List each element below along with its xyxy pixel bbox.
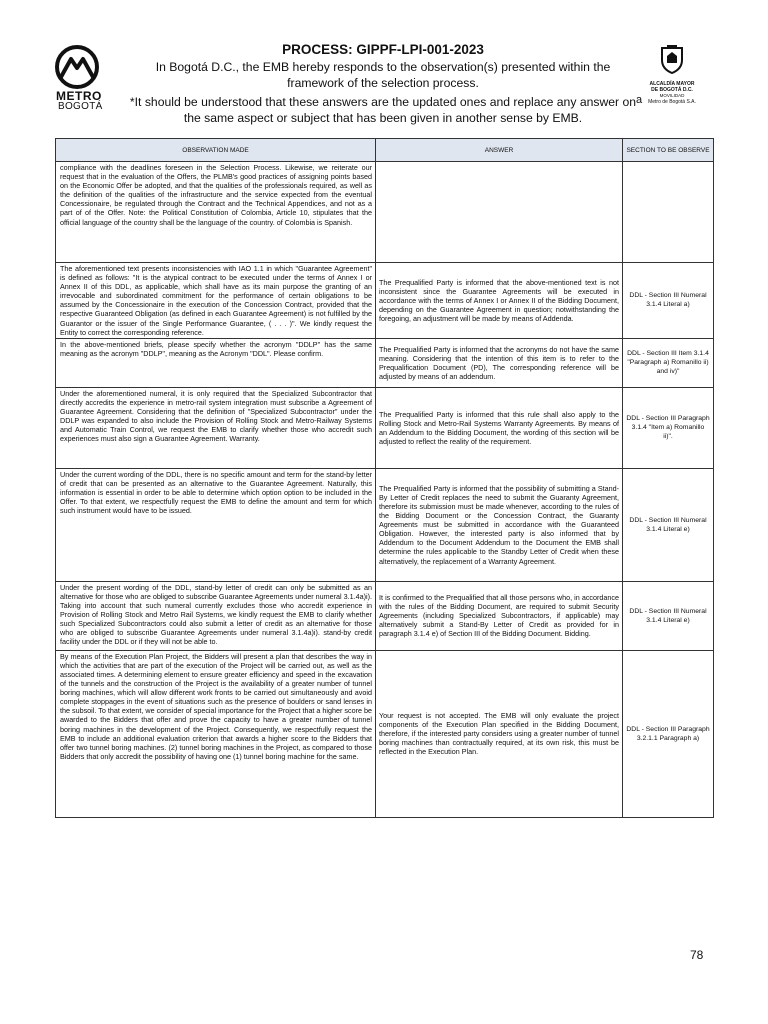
table-row xyxy=(56,387,714,468)
section-cell xyxy=(623,162,714,263)
alcaldia-text: ALCALDÍA MAYOR DE BOGOTÁ D.C. xyxy=(649,81,695,93)
metro-mountain-icon xyxy=(52,44,102,90)
header-observation: OBSERVATION MADE xyxy=(56,139,376,162)
section-cell: DDL - Section III Paragraph 3.1.4 "Item a) Romanillo ii)". xyxy=(623,387,714,468)
movilidad-text: MOVILIDAD xyxy=(659,93,685,98)
table-row xyxy=(56,162,714,263)
answer-cell: The Prequalified Party is informed that the possibility of submitting a Stand-By Letter of Credit replaces the need to submit the Guaranty Agreement, therefore its submission must be made whenever, according to the rules of the Bidding Document or the Concession Contract, the Guaranty Agreements must be submitted in accordance with the Guaranteed Obligation. However, the interested party is also informed that by Addendum to the Document Addendum to the Document the EMB shall determine the rules applicable to the Standby Letter of Credit when these alternatively, the replacement of a Warranty Agreement. xyxy=(376,468,623,581)
page-number: 78 xyxy=(690,948,704,962)
coat-of-arms-icon xyxy=(659,44,685,74)
header-answer: ANSWER xyxy=(376,139,623,162)
observations-table xyxy=(55,138,714,818)
answer-cell: Your request is not accepted. The EMB will only evaluate the project components of the Execution Plan specified in the Bidding Document, therefore, if the interested party considers using a greater number of tunnel boring machines than contractually required, at its own risk, this must be reflected in the Execution Plan. xyxy=(376,650,623,817)
observation-cell: Under the current wording of the DDL, there is no specific amount and term for the stand-by letter of credit that can be presented as an alternative to the Guarantee Agreement. Naturally, this information is essential in order to be able to determine which option option to be included in the Offer. To that extent, we respectfully request the EMB to define the amount and term for which such instrument would have to be issued. xyxy=(56,468,376,581)
note-line-2: the same aspect or subject that has been given in another sense by EMB. xyxy=(183,111,583,125)
observation-cell: In the above-mentioned briefs, please specify whether the acronym "DDLP" has the same meaning as the acronym "DDLP", meaning as the Acronym "DDL". Please confirm. xyxy=(56,338,376,387)
observation-cell: The aforementioned text presents inconsistencies with IAO 1.1 in which "Guarantee Agreement" is defined as follows: "It is the atypical contract to be executed under the terms of Annex I or Annex II of this DDL, as applicable, which shall have as its main purpose the granting of an irrevocable and subordinated commitment for the performance of certain obligations to be assumed by the Concessionaire in the execution of the Concession Contract, provided that the respective Guaranteed Obligation (as defined in each Guarantee Agreement) is not fulfilled by the Guarantor or the issuer of the Single Performance Guarantee, ( . . . )". We kindly request the Entity to correct the corresponding reference. xyxy=(56,263,376,339)
section-cell: DDL - Section III Item 3.1.4 "Paragraph a) Romanillo ii) and iv)" xyxy=(623,338,714,387)
observation-cell: compliance with the deadlines foreseen in the Selection Process. Likewise, we reiterate our request that in the evaluation of the Offers, the PLMB's good practices of assigning points based on the Economic Offer be adopted, and that the qualities of the professionals required, as well as the definition of the qualities of the infrastructure and the service expected from the eventual Concessionaire, be regulated through the Contract and the Technical Appendices, and not as a part of of the Offer. Note: the Political Constitution of Colombia, Article 10, stipulates that the official language of the country shall be the language of the country. of Colombia is Spanish. xyxy=(56,162,376,263)
answer-cell: The Prequalified Party is informed that the acronyms do not have the same meaning. Considering that the intention of this item is to refer to the Prequalification Document (PD), The corresponding reference will be adjusted by means of an addendum. xyxy=(376,338,623,387)
table-row xyxy=(56,263,714,339)
intro-line-1: In Bogotá D.C., the EMB hereby responds to the observation(s) presented within the xyxy=(155,60,611,74)
section-cell: DDL - Section III Numeral 3.1.4 Literal e) xyxy=(623,581,714,650)
observation-cell: By means of the Execution Plan Project, the Bidders will present a plan that describes the way in which the activities that are part of the execution of the Project will be carried out, as well as the associated times. A determining element to ensure greater efficiency and speed in the excavation of the tunnels and the construction of the Project is the availability of a greater number of tunnel boring machines, which will allow different work fronts to be carried out simultaneously and avoid complete stoppages in the event of situations such as the presence of boulders or sand lenses in the subsoil. To that extent, we consider of special importance for the Project that a higher score be awarded to the Bidders that offer and prove the capacity to have a greater number of tunnel boring machines in the development of the Project. Consequently, we respectfully request the EMB to include an additional evaluation criterion that awards a higher score to the Bidders that offer two tunnel boring machines. (2) tunnel boring machines in the Project, as compared to those Bidders that only accredit the possibility of having one (1) tunnel boring machine for the same. xyxy=(56,650,376,817)
note-fragment: a xyxy=(636,94,643,106)
note-line-1: *It should be understood that these answers are the updated ones and replace any answer on xyxy=(129,95,637,109)
answer-cell xyxy=(376,162,623,263)
logo-word-bogota: BOGOTÁ xyxy=(58,101,103,112)
answer-cell: It is confirmed to the Prequalified that all those persons who, in accordance with the rules of the Bidding Document, are required to submit Security Agreements (including Specialized Subcontractors, if applicable) may alternatively submit a Stand-By Letter of Credit as provided for in paragraph 3.1.4 e) of Section III of the Bidding Document. Bidding. xyxy=(376,581,623,650)
answer-cell: The Prequalified Party is informed that this rule shall also apply to the Rolling Stock and Metro-Rail Systems Warranty Agreements. By means of an Addendum to the Bidding Document, the wording of this section will be adjusted to reflect the reality of the requirement. xyxy=(376,387,623,468)
table-row xyxy=(56,581,714,650)
logo-word-metro: METRO xyxy=(56,89,102,103)
section-cell: DDL - Section III Numeral 3.1.4 Literal a) xyxy=(623,263,714,339)
observation-cell: Under the aforementioned numeral, it is only required that the Specialized Subcontractor that directly accredits the experience in metro-rail system integration must subscribe a Agreement of Guarantee Agreement. Considering that the definition of "Specialized Subcontractor" under the DDLP was expanded to also include the Provision of Rolling Stock and Metro-Railway Systems and Automatic Train Control, we request the EMB to clarify whether those who accredit such experiences must also sign a Guarantee Agreement. Warranty. xyxy=(56,387,376,468)
process-title: PROCESS: GIPPF-LPI-001-2023 xyxy=(282,42,484,57)
alcaldia-logo xyxy=(646,44,698,105)
document-header xyxy=(118,42,648,126)
table-header-row xyxy=(56,139,714,162)
observation-cell: Under the present wording of the DDL, stand-by letter of credit can only be submitted as an alternative for those who are obliged to subscribe Guarantee Agreements under numeral 3.1.4a)i). Taking into account that such numeral currently excludes those who accredit experience in Provision of Rolling Stock and Metro Rail Systems, we kindly request the EMB to clarify whether such Specialized Subcontractors could also submit a letter of credit as an alternative for those who are obliged to subscribe Guarantee Agreements under numeral 3.1.4a)i). stand-by credit facility under the DDL or if they will not be able to. xyxy=(56,581,376,650)
intro-line-2: framework of the selection process. xyxy=(287,76,479,90)
metro-sa-text: Metro de Bogotá S.A. xyxy=(648,99,696,105)
table-row xyxy=(56,468,714,581)
section-cell: DDL - Section III Numeral 3.1.4 Literal e) xyxy=(623,468,714,581)
table-row xyxy=(56,338,714,387)
header-section: SECTION TO BE OBSERVE xyxy=(623,139,714,162)
section-cell: DDL - Section III Paragraph 3.2.1.1 Paragraph a) xyxy=(623,650,714,817)
answer-cell: The Prequalified Party is informed that the above-mentioned text is not inconsistent since the Guarantee Agreements will be executed in accordance with the terms of Annex I or Annex II of the Bidding Document, depending on the Guarantee Agreement in question; notwithstanding the foregoing, an adjustment will be made by means of Addenda. xyxy=(376,263,623,339)
table-row xyxy=(56,650,714,817)
